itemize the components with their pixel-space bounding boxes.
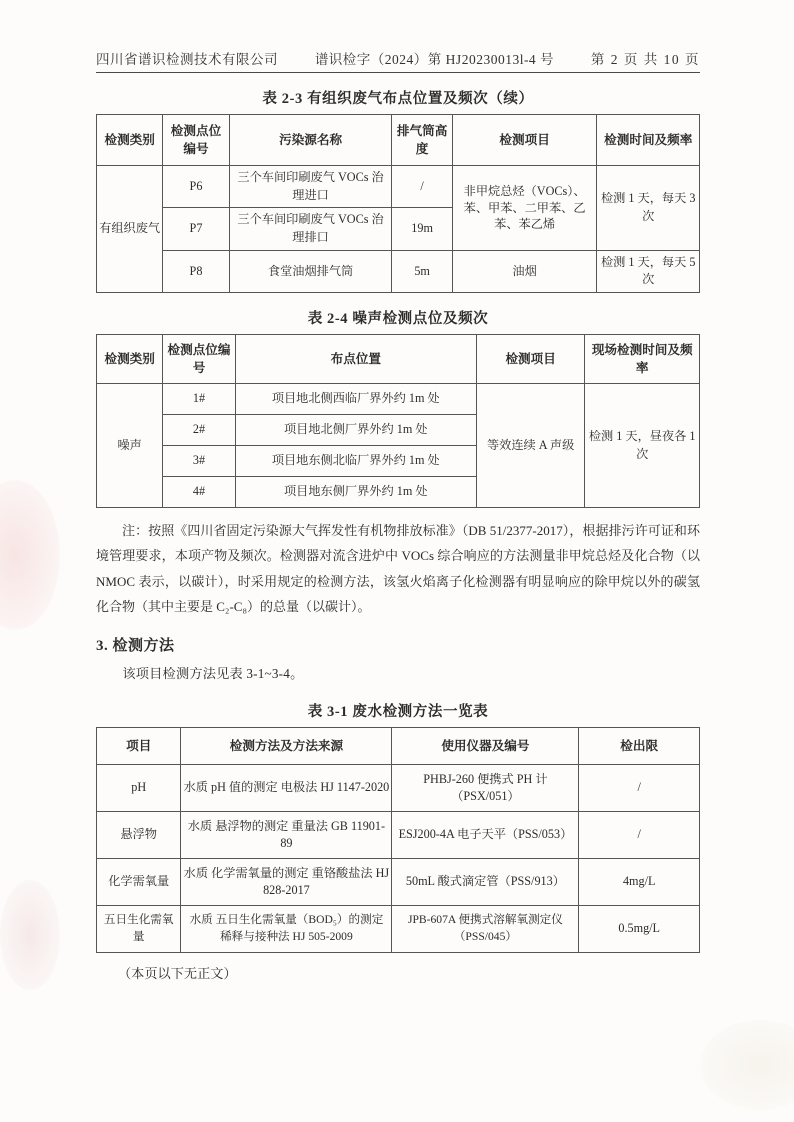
column-header: 检出限 (579, 728, 700, 765)
cell-height: 5m (392, 250, 452, 292)
cell-item: 等效连续 A 声级 (476, 384, 585, 508)
column-header: 排气筒高度 (392, 115, 452, 166)
cell-point-no: P6 (163, 166, 229, 208)
scan-blotch (0, 480, 60, 630)
cell-point-no: 4# (163, 477, 235, 508)
table-2-4 (96, 334, 700, 508)
column-header: 使用仪器及编号 (392, 728, 579, 765)
cell-category: 有组织废气 (97, 166, 163, 293)
table-2-3 (96, 114, 700, 293)
cell-point-no: 1# (163, 384, 235, 415)
column-header: 检测项目 (452, 115, 597, 166)
column-header: 检测类别 (97, 335, 163, 384)
column-header: 检测时间及频率 (597, 115, 700, 166)
column-header: 污染源名称 (229, 115, 392, 166)
cell-device: JPB-607A 便携式溶解氧测定仪（PSS/045） (392, 906, 579, 953)
table-header-row (97, 115, 700, 166)
cell-item: pH (97, 765, 181, 812)
header-page-number: 第 2 页 共 10 页 (590, 52, 700, 67)
cell-point-no: 3# (163, 446, 235, 477)
table-row (97, 384, 700, 415)
cell-height: 19m (392, 208, 452, 250)
cell-device: PHBJ-260 便携式 PH 计（PSX/051） (392, 765, 579, 812)
column-header: 检测类别 (97, 115, 163, 166)
column-header: 检测点位编号 (163, 115, 229, 166)
cell-method: 水质 pH 值的测定 电极法 HJ 1147-2020 (181, 765, 392, 812)
table-2-3-title: 表 2-3 有组织废气布点位置及频次（续） (262, 91, 534, 107)
table-2-4-title: 表 2-4 噪声检测点位及频次 (307, 311, 489, 328)
table-row (97, 765, 700, 812)
table-row (97, 906, 700, 953)
cell-items: 油烟 (452, 250, 597, 292)
table-header-row (97, 335, 700, 384)
table-row (97, 166, 700, 208)
table-row (97, 859, 700, 906)
cell-point-no: 2# (163, 415, 235, 446)
column-header: 检测点位编号 (163, 335, 235, 384)
cell-item: 化学需氧量 (97, 859, 181, 906)
cell-source: 食堂油烟排气筒 (229, 250, 392, 292)
column-header: 检测项目 (476, 335, 585, 384)
table-3-1 (96, 727, 700, 953)
table-row (97, 250, 700, 292)
cell-device: ESJ200-4A 电子天平（PSS/053） (392, 812, 579, 859)
page-header (96, 48, 700, 73)
cell-category: 噪声 (97, 384, 163, 508)
cell-limit: / (579, 812, 700, 859)
cell-height: / (392, 166, 452, 208)
table-row (97, 812, 700, 859)
cell-item: 悬浮物 (97, 812, 181, 859)
cell-point-no: P7 (163, 208, 229, 250)
table-3-1-title: 表 3-1 废水检测方法一览表 (307, 704, 489, 721)
column-header: 检测方法及方法来源 (181, 728, 392, 765)
cell-location: 项目地北侧西临厂界外约 1m 处 (235, 384, 476, 415)
cell-device: 50mL 酸式滴定管（PSS/913） (392, 859, 579, 906)
cell-source: 三个车间印刷废气 VOCs 治理排口 (229, 208, 392, 250)
cell-limit: 0.5mg/L (579, 906, 700, 953)
cell-method: 水质 五日生化需氧量（BOD₅）的测定 稀释与接种法 HJ 505-2009 (181, 906, 392, 953)
scan-blotch (0, 880, 60, 990)
table-note: 注：按照《四川省固定污染源大气挥发性有机物排放标准》（DB 51/2377-2017），根据排污许可证和环境管理要求，本项产物及频次。检测器对流含进炉中 VOCs 综合响应的方法测量非甲烷总烃及化合物（以 NMOC 表示，以碳计），时采用规定的检测方法，该氢火焰离子化检测器有明显响应的除甲烷以外的碳氢化合物（其中主要是 C₂-C₈）的总量（以碳计）。 (96, 523, 700, 615)
table-header-row (97, 728, 700, 765)
cell-method: 水质 悬浮物的测定 重量法 GB 11901-89 (181, 812, 392, 859)
column-header: 项目 (97, 728, 181, 765)
header-company: 四川省谱识检测技术有限公司 (96, 52, 278, 67)
cell-freq: 检测 1 天，昼夜各 1 次 (585, 384, 700, 508)
cell-location: 项目地东侧厂界外约 1m 处 (235, 477, 476, 508)
section-paragraph: 该项目检测方法见表 3-1~3-4。 (122, 665, 304, 681)
section-heading: 3. 检测方法 (96, 637, 175, 654)
cell-point-no: P8 (163, 250, 229, 292)
scan-blotch (700, 1020, 794, 1110)
cell-freq: 检测 1 天，每天 5 次 (597, 250, 700, 292)
column-header: 布点位置 (235, 335, 476, 384)
column-header: 现场检测时间及频率 (585, 335, 700, 384)
cell-items: 非甲烷总烃（VOCs）、苯、甲苯、二甲苯、乙苯、苯乙烯 (452, 166, 597, 251)
cell-location: 项目地北侧厂界外约 1m 处 (235, 415, 476, 446)
cell-location: 项目地东侧北临厂界外约 1m 处 (235, 446, 476, 477)
cell-limit: / (579, 765, 700, 812)
cell-method: 水质 化学需氧量的测定 重铬酸盐法 HJ 828-2017 (181, 859, 392, 906)
footer-note: （本页以下无正文） (118, 966, 237, 982)
cell-item: 五日生化需氧量 (97, 906, 181, 953)
header-report-code: 谱识检字（2024）第 HJ20230013l-4 号 (314, 52, 555, 67)
cell-limit: 4mg/L (579, 859, 700, 906)
cell-freq: 检测 1 天，每天 3 次 (597, 166, 700, 251)
cell-source: 三个车间印刷废气 VOCs 治理进口 (229, 166, 392, 208)
